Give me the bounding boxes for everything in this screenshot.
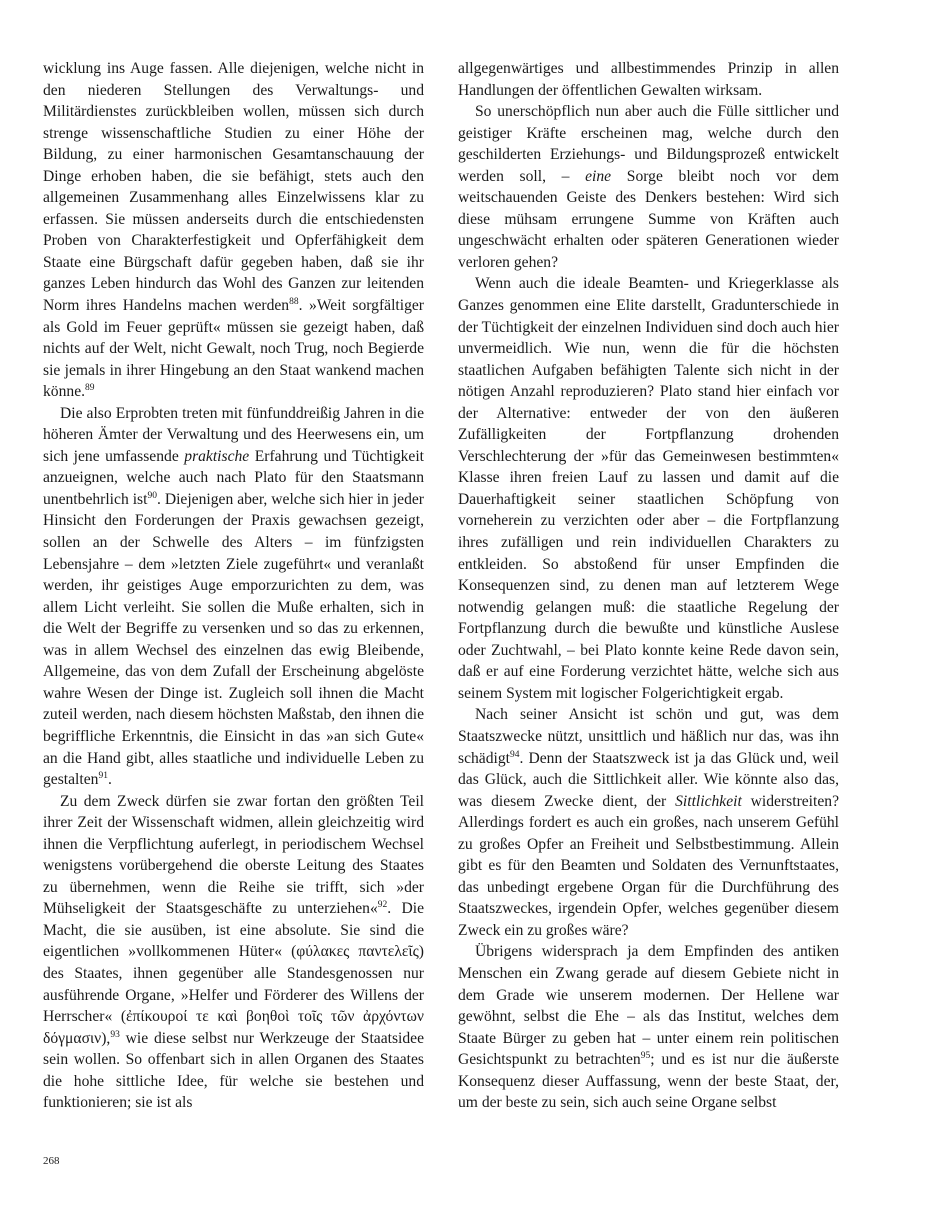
emphasis: praktische xyxy=(184,447,250,465)
footnote-marker[interactable]: 93 xyxy=(110,1029,120,1040)
paragraph: Zu dem Zweck dürfen sie zwar fortan den größten Teil ihrer Zeit der Wissenschaft widmen, allein gleichzeitig wird ihnen die Verpflichtung auferlegt, in periodischem Wechsel wenigstens vorübergehend die oberste Leitung des Staates zu übernehmen, wenn die Reihe sie trifft, sich »der Mühseligkeit der Staatsgeschäfte zu unterziehen«$^{92}$. Die Macht, die sie ausüben, ist eine absolute. Sie sind die eigentlichen »vollkommenen Hüter« (φύλακες παντελεῖς) des Staates, ihnen gegenüber alle Standesgenossen nur ausführende Organe, »Helfer und Förderer des Willens der Herrscher« (ἐπίκουροί τε καὶ βοηθοὶ τοῖς τῶν ἀρχόντων δόγμασιν),$^{93}$ wie diese selbst nur Werkzeuge der Staatsidee sein wollen. So offenbart sich in allen Organen des Staates die hohe sittliche Idee, für welche sie bestehen und funktionieren; sie ist als xyxy=(43,792,424,1112)
right-column xyxy=(458,58,839,1114)
paragraph: Nach seiner Ansicht ist schön und gut, was dem Staatszwecke nützt, unsittlich und häßlich nur das, was ihn schädigt$^{94}$. Denn der Staatszweck ist ja das Glück und, weil das Glück, auch die Sittlichkeit aller. Wie könnte also das, was diesem Zwecke dient, der Sittlichkeit widerstreiten? Allerdings fordert es auch ein großes, nach unserem Gefühl zu großes Opfer an Freiheit und Selbstbestimmung. Allein gibt es für den Beamten und Soldaten des Vernunftstaates, das unbedingt ergebene Organ für die Durchführung des Staatszweckes, irgendein Opfer, welches gegenüber diesem Zweck ein zu großes wäre? xyxy=(458,706,839,939)
paragraph: wicklung ins Auge fassen. Alle diejenigen, welche nicht in den niederen Stellungen des Verwaltungs- und Militärdienstes zurückbleiben wollen, müssen sich durch strenge wissenschaftliche Studien zu einer Höhe der Bildung, zu einer harmonischen Gesamtanschauung der Dinge erhoben haben, die sie befähigt, stets auch den allgemeinen Zusammenhang alles Einzelwissens klar zu erfassen. Sie müssen anderseits durch die entschiedensten Proben von Charakterfestigkeit und Opferfähigkeit dem Staate eine Bürgschaft dafür gegeben haben, daß sie ihr ganzes Leben hindurch das Wohl des Ganzen zur leitenden Norm ihres Handelns machen werden$^{88}$. »Weit sorgfältiger als Gold im Feuer geprüft« müssen sie gezeigt haben, daß nichts auf der Welt, nicht Gewalt, noch Trug, noch Begierde sie jemals in ihrer Hingebung an den Staat wankend machen könne.$^{89}$ xyxy=(43,60,424,401)
footnote-marker[interactable]: 88 xyxy=(289,297,299,308)
footnote-marker[interactable]: 95 xyxy=(640,1051,651,1062)
footnote-marker[interactable]: 94 xyxy=(509,749,520,760)
left-column xyxy=(43,58,424,1114)
footnote-marker[interactable]: 91 xyxy=(98,771,108,782)
footnote-marker[interactable]: 92 xyxy=(377,900,388,911)
footnote-marker[interactable]: 90 xyxy=(147,490,157,501)
paragraph: Die also Erprobten treten mit fünfunddreißig Jahren in die höheren Ämter der Verwaltung und des Heerwesens ein, um sich jene umfassende praktische Erfahrung und Tüchtigkeit anzueignen, welche auch nach Plato für den Staatsmann unentbehrlich ist$^{90}$. Diejenigen aber, welche sich hier in jeder Hinsicht den Forderungen der Praxis gewachsen gezeigt, sollen an der Schwelle des Alters – im fünfzigsten Lebensjahre – dem »letzten Ziele zugeführt« und veranlaßt werden, ihr geistiges Auge emporzurichten zu dem, was allem Licht verleiht. Sie sollen die Muße erhalten, sich in die Welt der Begriffe zu versenken und so das zu erkennen, was in allem Wechsel des einzelnen das ewig Bleibende, Allgemeine, das von dem Zufall der Erscheinung abgelöste wahre Wesen der Dinge ist. Zugleich soll ihnen die Macht zuteil werden, nach diesem höchsten Maßstab, den ihnen die begriffliche Erkenntnis, die Einsicht in das »an sich Gute« an die Hand gibt, alles staatliche und individuelle Leben zu gestalten$^{91}$. xyxy=(43,404,424,789)
paragraph: Wenn auch die ideale Beamten- und Kriegerklasse als Ganzes genommen eine Elite darstellt, Gradunterschiede in der Tüchtigkeit der einzelnen Individuen sind doch auch hier unvermeidlich. Wie nun, wenn die für die höchsten staatlichen Aufgaben befähigten Talente sich nicht in der nötigen Anzahl reproduzieren? Plato stand hier einfach vor der Alternative: entweder der von den äußeren Zufälligkeiten der Fortpflanzung drohenden Verschlechterung der »für das Gemeinwesen bestimmten« Klasse ihren freien Lauf zu lassen und damit auf die Dauerhaftigkeit seiner staatlichen Schöpfung von vorneherein zu verzichten oder aber – die Fortpflanzung ihres zufälligen und rein individuellen Charakters zu entkleiden. So abstoßend für unser Empfinden die Konsequenzen sind, zu denen man auf letzterem Wege notwendig gelangen muß: die staatliche Regelung der Fortpflanzung durch die bewußte und künstliche Auslese oder Zuchtwahl, – bei Plato konnte keine Rede davon sein, daß er auf eine Forderung verzichtet hätte, welche sich aus seinem System mit logischer Folgerichtigkeit ergab. xyxy=(458,275,839,702)
paragraph: So unerschöpflich nun aber auch die Fülle sittlicher und geistiger Kräfte erscheinen mag, welche durch den geschilderten Erziehungs- und Bildungsprozeß entwickelt werden soll, – eine Sorge bleibt noch vor dem weitschauenden Geiste des Denkers bestehen: Wird sich diese mühsam errungene Summe von Kräften auch ungeschwächt erhalten oder späteren Generationen wieder verloren gehen? xyxy=(458,103,839,271)
paragraph: Übrigens widersprach ja dem Empfinden des antiken Menschen ein Zwang gerade auf diesem Gebiete nicht in dem Grade wie unserem modernen. Der Hellene war gewöhnt, selbst die Ehe – als das Institut, welches dem Staate Bürger zu geben hat – unter einem rein politischen Gesichtspunkt zu betrachten$^{95}$; und es ist nur die äußerste Konsequenz dieser Auffassung, wenn der beste Staat, der, um der beste zu sein, sich auch seine Organe selbst xyxy=(458,943,839,1112)
emphasis: eine xyxy=(585,167,612,185)
paragraph: allgegenwärtiges und allbestimmendes Prinzip in allen Handlungen der öffentlichen Gewalten wirksam. xyxy=(458,60,839,99)
emphasis: Sittlichkeit xyxy=(675,792,742,810)
footnote-marker[interactable]: 89 xyxy=(85,383,95,394)
page-number: 268 xyxy=(43,1155,60,1167)
